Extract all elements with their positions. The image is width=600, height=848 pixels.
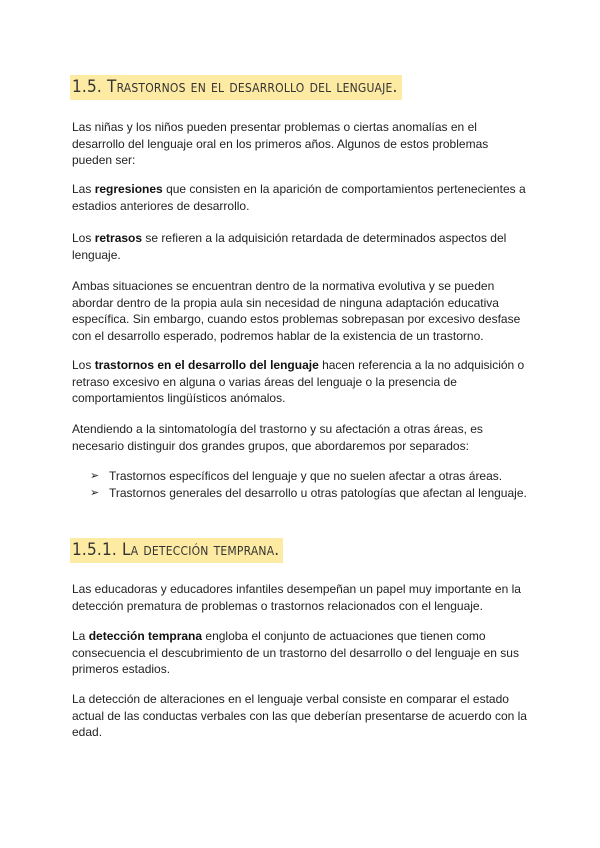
atendiendo-paragraph: Atendiendo a la sintomatología del trastorno y su afectación a otras áreas, es necesario distinguir dos grandes grupos, que abordaremos por separados:: [72, 422, 483, 453]
groups-list: [90, 468, 530, 501]
regresiones-term: regresiones: [94, 182, 163, 196]
arrow-bullet-icon: ➢: [90, 470, 100, 482]
educadoras-paragraph: Las educadoras y educadores infantiles desempeñan un papel muy importante en la detección prematura de problemas o trastornos relacionados con el lenguaje.: [72, 582, 521, 613]
ambas-paragraph: Ambas situaciones se encuentran dentro de la normativa evolutiva y se pueden abordar dentro de la propia aula sin necesidad de ninguna adaptación educativa específica. Sin embargo, cuando estos problemas sobrepasan por excesivo desfase con el desarrollo esperado, podremos hablar de la existencia de un trastorno.: [72, 279, 521, 343]
deteccion-paragraph: La detección temprana engloba el conjunto de actuaciones que tienen como consecuencia el descubrimiento de un trastorno del desarrollo o del lenguaje en sus primeros estadios.: [72, 629, 519, 676]
retrasos-paragraph: Los retrasos se refieren a la adquisición retardada de determinados aspectos del lenguaje.: [72, 231, 507, 262]
retrasos-term: retrasos: [94, 231, 143, 245]
trastornos-term: trastornos en el desarrollo del lenguaje: [94, 358, 319, 372]
intro-paragraph: Las niñas y los niños pueden presentar problemas o ciertas anomalías en el desarrollo del lenguaje oral en los primeros años. Algunos de estos problemas pueden ser:: [72, 120, 489, 167]
regresiones-paragraph: Las regresiones que consisten en la aparición de comportamientos pertenecientes a estadios anteriores de desarrollo.: [72, 182, 526, 213]
arrow-bullet-icon: ➢: [90, 486, 100, 499]
list-item: ➢ Trastornos específicos del lenguaje y que no suelen afectar a otras áreas.: [90, 469, 503, 483]
list-item: ➢ Trastornos generales del desarrollo u otras patologías que afectan al lenguaje.: [90, 485, 527, 500]
section-heading-trastornos: 1.5. Trastornos en el desarrollo del lenguaje.: [70, 75, 402, 100]
trastornos-paragraph: Los trastornos en el desarrollo del lenguaje hacen referencia a la no adquisición o retraso excesivo en alguna o varias áreas del lenguaje o la presencia de comportamientos lingüísticos anómalos.: [72, 358, 525, 405]
alteraciones-paragraph: La detección de alteraciones en el lenguaje verbal consiste en comparar el estado actual de las conductas verbales con las que deberían presentarse de acuerdo con la edad.: [72, 692, 527, 739]
section-heading-deteccion: 1.5.1. La detección temprana.: [70, 538, 283, 563]
deteccion-term: detección temprana: [88, 629, 203, 643]
